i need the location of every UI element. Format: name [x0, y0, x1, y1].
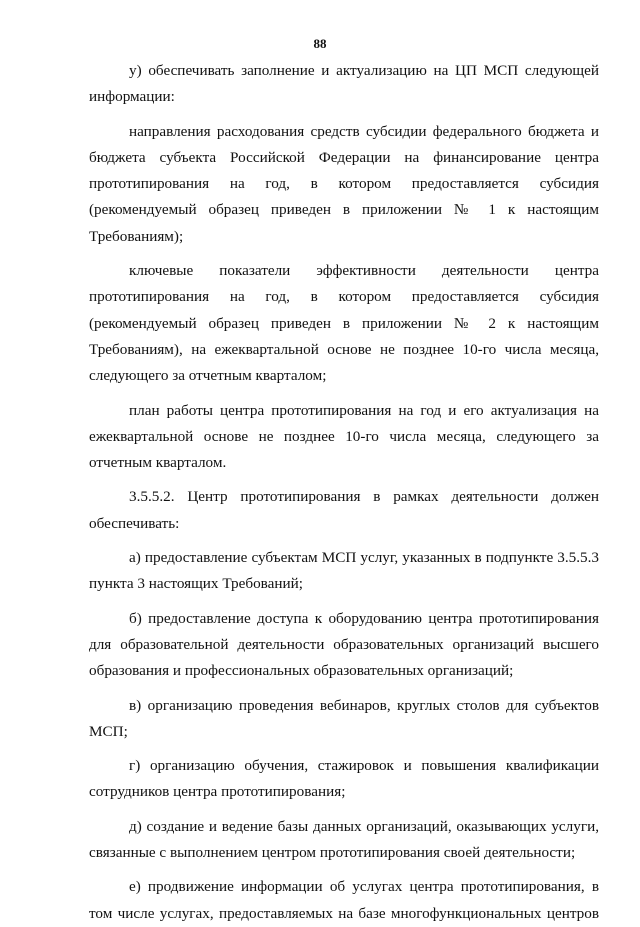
paragraph-item-g: г) организацию обучения, стажировок и повышения квалификации сотрудников центра прототипирования;	[89, 757, 599, 801]
document-body	[89, 58, 599, 927]
paragraph-item-e: е) продвижение информации об услугах центра прототипирования, в том числе услугах, предоставляемых на базе многофункциональных центров	[89, 878, 599, 922]
paragraph-key-performance-indicators: ключевые показатели эффективности деятельности центра прототипирования на год, в котором предоставляется субсидия (рекомендуемый образец приведен в приложении № 2 к настоящим Требованиям), на ежеквартальной основе не позднее 10-го числа месяца, следующего за отчетным кварталом;	[89, 262, 599, 385]
paragraph-item-b: б) предоставление доступа к оборудованию центра прототипирования для образовательной деятельности образовательных организаций высшего образования и профессиональных образовательных организаций;	[89, 609, 599, 680]
paragraph-subsidy-spending-directions: направления расходования средств субсидии федерального бюджета и бюджета субъекта Российской Федерации на финансирование центра прототипирования на год, в котором предоставляется субсидия (рекомендуемый образец приведен в приложении № 1 к настоящим Требованиям);	[89, 122, 599, 245]
paragraph-work-plan: план работы центра прототипирования на год и его актуализация на ежеквартальной основе не позднее 10-го числа месяца, следующего за отчетным кварталом.	[89, 401, 599, 472]
paragraph-u-info-requirements: у) обеспечивать заполнение и актуализацию на ЦП МСП следующей информации:	[89, 62, 599, 106]
paragraph-3-5-5-2: 3.5.5.2. Центр прототипирования в рамках деятельности должен обеспечивать:	[89, 488, 599, 532]
page-number: 88	[313, 36, 327, 51]
paragraph-item-d: д) создание и ведение базы данных организаций, оказывающих услуги, связанные с выполнением центром прототипирования своей деятельности;	[89, 817, 599, 862]
paragraph-item-a: а) предоставление субъектам МСП услуг, указанных в подпункте 3.5.5.3 пункта 3 настоящих Требований;	[89, 549, 599, 593]
paragraph-item-v: в) организацию проведения вебинаров, круглых столов для субъектов МСП;	[89, 696, 599, 740]
